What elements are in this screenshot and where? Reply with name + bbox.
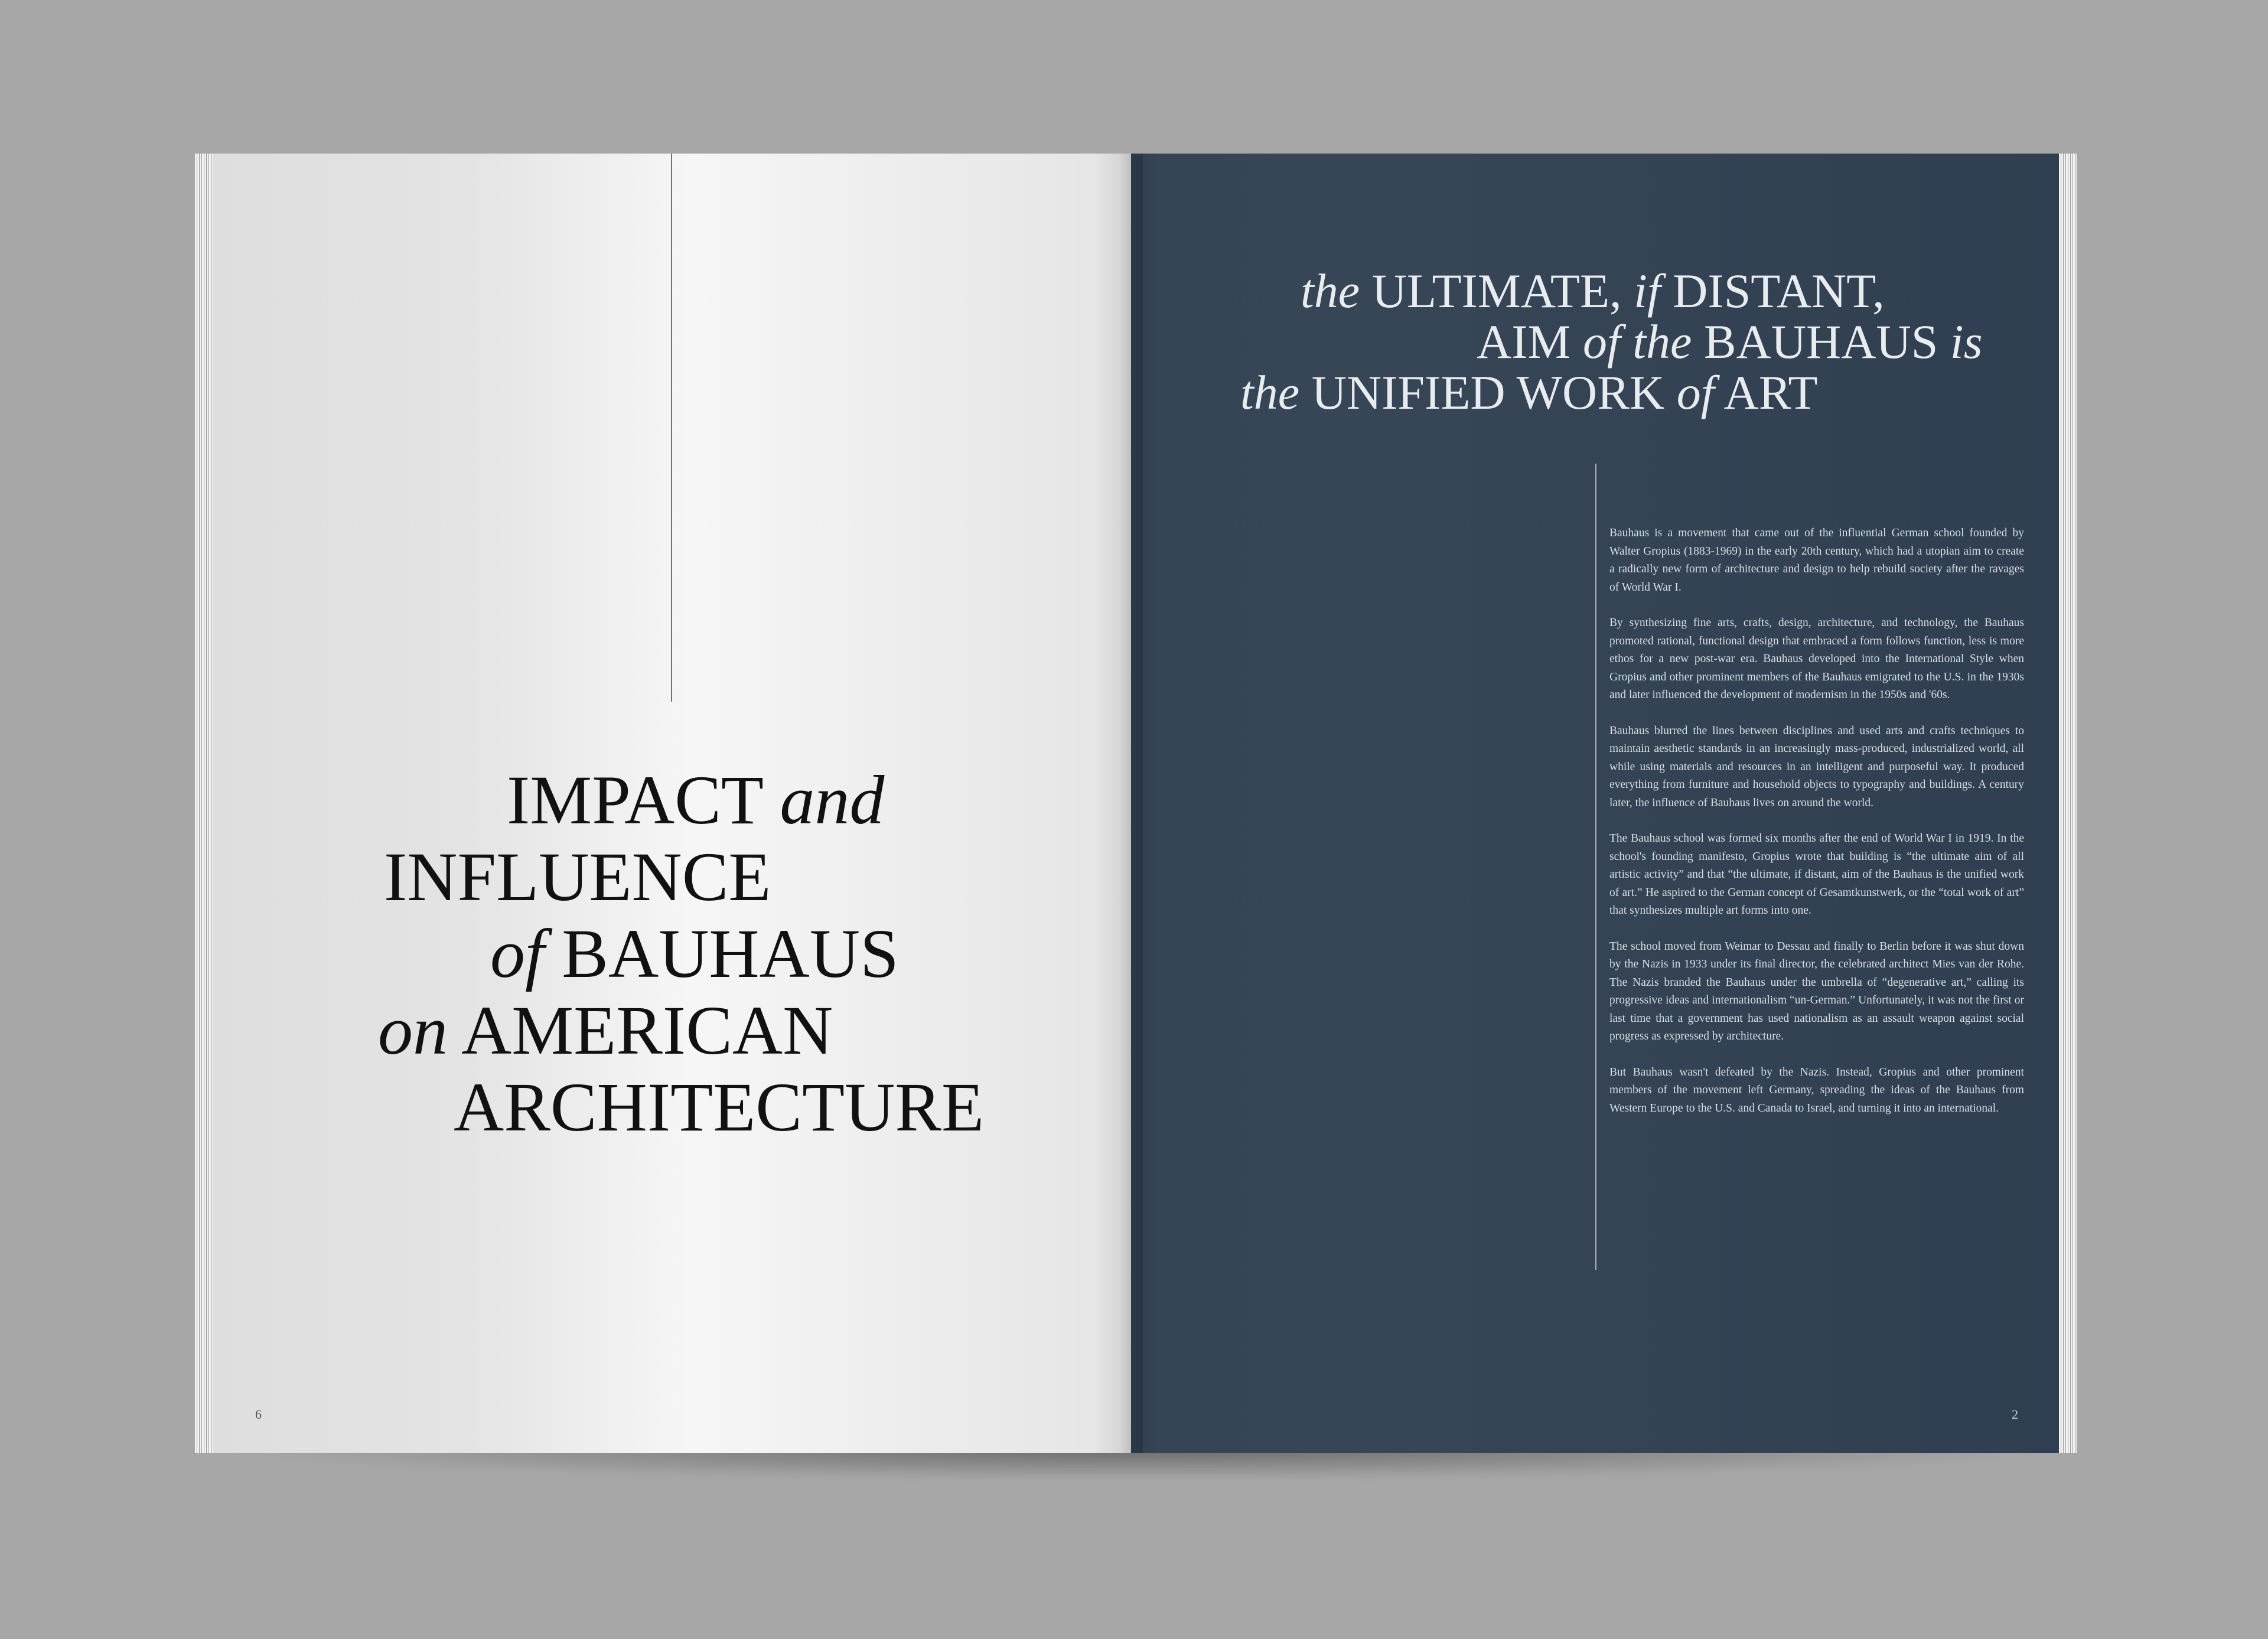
title-italic: and bbox=[780, 761, 885, 839]
left-page-edges bbox=[195, 154, 213, 1453]
article-title bbox=[354, 762, 1063, 1164]
quote-line-2 bbox=[1477, 317, 1983, 367]
title-caps: AMERICAN bbox=[461, 992, 833, 1069]
title-caps: ARCHITECTURE bbox=[454, 1068, 985, 1146]
quote-caps: ART bbox=[1723, 366, 1818, 419]
right-page-number: 2 bbox=[2012, 1407, 2018, 1422]
title-italic: on bbox=[378, 992, 448, 1069]
quote-caps: AIM bbox=[1477, 315, 1571, 369]
quote-italic: the bbox=[1301, 264, 1360, 318]
title-caps: INFLUENCE bbox=[384, 838, 771, 915]
quote-italic: is bbox=[1950, 315, 1983, 369]
quote-caps: DISTANT, bbox=[1673, 264, 1885, 318]
title-caps: IMPACT bbox=[507, 761, 762, 839]
quote-italic: of the bbox=[1582, 315, 1692, 369]
article-body bbox=[1609, 524, 2024, 1135]
quote-italic: of bbox=[1676, 366, 1715, 419]
right-page-edges bbox=[2059, 154, 2077, 1453]
body-paragraph: By synthesizing fine arts, crafts, design, architecture, and technology, the Bauhaus promoted rational, functional design that embraced a form follows function, less is more ethos for a new post-war era. Bauhaus developed into the International Style when Gropius and other prominent members of the Bauhaus emigrated to the U.S. in the 1930s and later influenced the development of modernism in the 1950s and '60s. bbox=[1609, 617, 2024, 701]
quote-caps: UNIFIED WORK bbox=[1311, 366, 1665, 419]
pull-quote bbox=[1211, 264, 1983, 431]
quote-italic: the bbox=[1240, 366, 1300, 419]
title-line-4 bbox=[378, 992, 833, 1069]
body-paragraph: The school moved from Weimar to Dessau and finally to Berlin before it was shut down by the Nazis in 1933 under its final director, the celebrated architect Mies van der Rohe. The Nazis branded the Bauhaus under the umbrella of “degenerative art,” calling its progressive ideas and internationalism “un-German.” Unfortunately, it was not the first or last time that a government has used nationalism as an assault weapon against social progress as expressed by architecture. bbox=[1609, 940, 2024, 1042]
quote-caps: ULTIMATE, bbox=[1371, 264, 1622, 318]
body-paragraph: Bauhaus is a movement that came out of the influential German school founded by Walter Gropius (1883-1969) in the early 20th century, which had a utopian aim to create a radically new form of architecture and design to help rebuild society after the ravages of World War I. bbox=[1609, 527, 2024, 594]
right-page-rule bbox=[1595, 464, 1596, 1270]
title-italic: of bbox=[490, 915, 545, 992]
title-caps: BAUHAUS bbox=[562, 915, 899, 992]
quote-line-1 bbox=[1301, 266, 1885, 317]
quote-italic: if bbox=[1634, 264, 1661, 318]
left-page-number: 6 bbox=[255, 1407, 262, 1422]
title-line-1 bbox=[507, 762, 884, 839]
quote-line-3 bbox=[1240, 367, 1818, 418]
title-line-3 bbox=[490, 915, 899, 992]
title-line-2 bbox=[384, 839, 771, 915]
left-page-rule bbox=[671, 154, 672, 702]
body-paragraph: Bauhaus blurred the lines between disciplines and used arts and crafts techniques to maintain aesthetic standards in an increasingly mass-produced, industrialized world, all while using materials and resources in an intelligent and purposeful way. It produced everything from furniture and household objects to typography and buildings. A century later, the influence of Bauhaus lives on around the world. bbox=[1609, 724, 2024, 809]
title-line-5 bbox=[454, 1069, 984, 1146]
body-paragraph: The Bauhaus school was formed six months after the end of World War I in 1919. In the school's founding manifesto, Gropius wrote that building is “the ultimate aim of all artistic activity” and that “the ultimate, if distant, aim of the Bauhaus is the unified work of art.” He aspired to the German concept of Gesamtkunstwerk, or the “total work of art” that synthesizes multiple art forms into one. bbox=[1609, 832, 2024, 917]
quote-caps: BAUHAUS bbox=[1703, 315, 1938, 369]
body-paragraph: But Bauhaus wasn't defeated by the Nazis. Instead, Gropius and other prominent members of the movement left Germany, spreading the ideas of the Bauhaus from Western Europe to the U.S. and Canada to Israel, and turning it into an international. bbox=[1609, 1065, 2024, 1115]
